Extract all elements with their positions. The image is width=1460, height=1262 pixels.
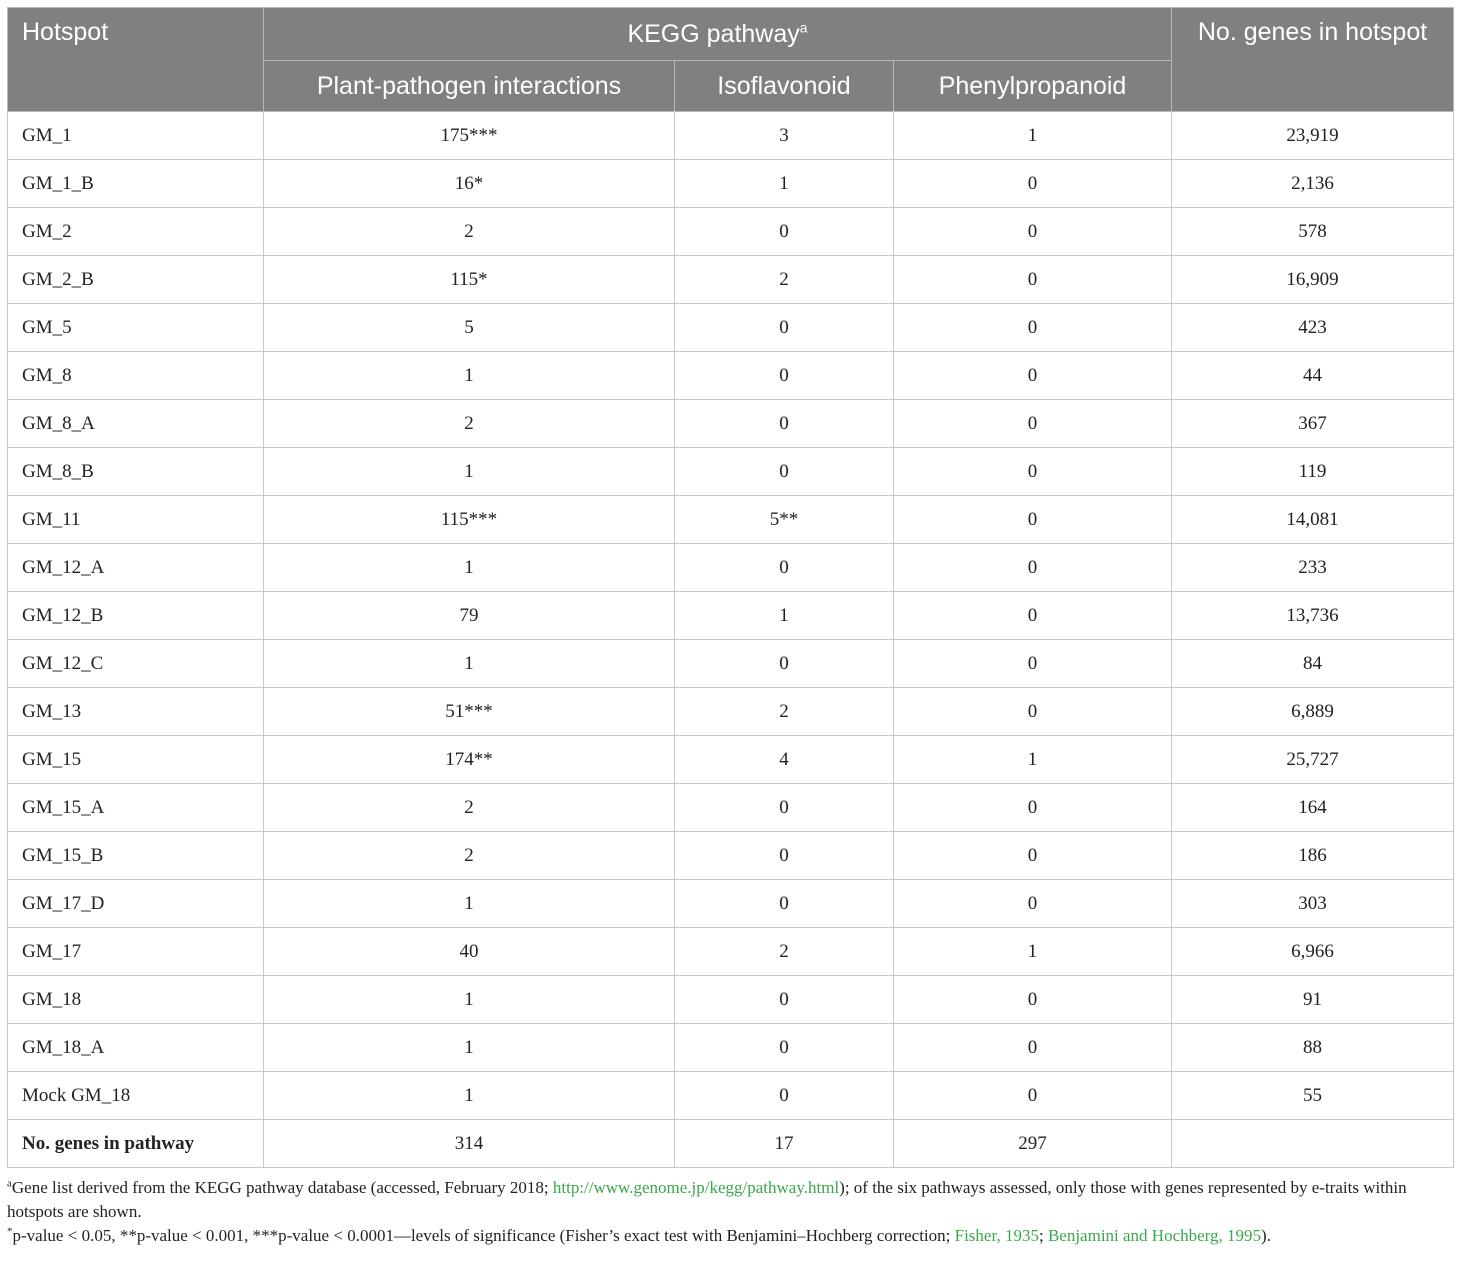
table-row: [8, 928, 1454, 976]
genes-in-hotspot-cell: 164: [1172, 784, 1454, 832]
table-row: [8, 880, 1454, 928]
hotspot-cell: GM_8_B: [8, 448, 264, 496]
total-phenylpropanoid: 297: [894, 1120, 1172, 1168]
genes-in-hotspot-cell: 2,136: [1172, 160, 1454, 208]
isoflavonoid-cell: 2: [675, 688, 894, 736]
table-row: [8, 304, 1454, 352]
table-row: [8, 544, 1454, 592]
hotspot-cell: Mock GM_18: [8, 1072, 264, 1120]
genes-in-hotspot-cell: 423: [1172, 304, 1454, 352]
hotspot-cell: GM_12_B: [8, 592, 264, 640]
plant-pathogen-cell: 79: [264, 592, 675, 640]
hotspot-cell: GM_1: [8, 112, 264, 160]
genes-in-hotspot-cell: 303: [1172, 880, 1454, 928]
header-kegg-pathway: [264, 8, 1172, 61]
hotspot-cell: GM_15_A: [8, 784, 264, 832]
isoflavonoid-cell: 0: [675, 1024, 894, 1072]
genes-in-hotspot-cell: 91: [1172, 976, 1454, 1024]
plant-pathogen-cell: 51***: [264, 688, 675, 736]
phenylpropanoid-cell: 0: [894, 880, 1172, 928]
hotspot-cell: GM_11: [8, 496, 264, 544]
isoflavonoid-cell: 5**: [675, 496, 894, 544]
table-row: [8, 784, 1454, 832]
hotspot-cell: GM_5: [8, 304, 264, 352]
phenylpropanoid-cell: 1: [894, 736, 1172, 784]
phenylpropanoid-cell: 1: [894, 112, 1172, 160]
phenylpropanoid-cell: 0: [894, 592, 1172, 640]
plant-pathogen-cell: 5: [264, 304, 675, 352]
genes-in-hotspot-cell: 88: [1172, 1024, 1454, 1072]
header-kegg-footnote-mark: a: [799, 19, 808, 36]
hotspot-cell: GM_1_B: [8, 160, 264, 208]
genes-in-hotspot-cell: 578: [1172, 208, 1454, 256]
hotspot-cell: GM_15: [8, 736, 264, 784]
plant-pathogen-cell: 2: [264, 832, 675, 880]
table-row: [8, 400, 1454, 448]
table-row: [8, 448, 1454, 496]
isoflavonoid-cell: 0: [675, 1072, 894, 1120]
hotspot-cell: GM_17: [8, 928, 264, 976]
isoflavonoid-cell: 3: [675, 112, 894, 160]
plant-pathogen-cell: 174**: [264, 736, 675, 784]
footnote-sig-mark: *: [7, 1225, 13, 1238]
plant-pathogen-cell: 2: [264, 784, 675, 832]
footnote-sig-separator: ;: [1038, 1226, 1048, 1245]
plant-pathogen-cell: 1: [264, 544, 675, 592]
footnote-significance: [7, 1224, 1453, 1248]
genes-in-hotspot-cell: 55: [1172, 1072, 1454, 1120]
phenylpropanoid-cell: 0: [894, 640, 1172, 688]
isoflavonoid-cell: 0: [675, 448, 894, 496]
total-genes-in-hotspot: [1172, 1120, 1454, 1168]
header-isoflavonoid: Isoflavonoid: [675, 61, 894, 112]
table-row: [8, 1072, 1454, 1120]
genes-in-hotspot-cell: 25,727: [1172, 736, 1454, 784]
table-row: [8, 976, 1454, 1024]
table-row: [8, 736, 1454, 784]
hotspot-cell: GM_12_C: [8, 640, 264, 688]
isoflavonoid-cell: 1: [675, 160, 894, 208]
isoflavonoid-cell: 0: [675, 400, 894, 448]
plant-pathogen-cell: 1: [264, 448, 675, 496]
isoflavonoid-cell: 0: [675, 304, 894, 352]
genes-in-hotspot-cell: 6,889: [1172, 688, 1454, 736]
isoflavonoid-cell: 0: [675, 976, 894, 1024]
table-row: [8, 496, 1454, 544]
isoflavonoid-cell: 2: [675, 256, 894, 304]
total-label: No. genes in pathway: [8, 1120, 264, 1168]
header-phenylpropanoid: Phenylpropanoid: [894, 61, 1172, 112]
header-plant-pathogen: Plant-pathogen interactions: [264, 61, 675, 112]
table-row: [8, 832, 1454, 880]
hotspot-cell: GM_17_D: [8, 880, 264, 928]
plant-pathogen-cell: 1: [264, 640, 675, 688]
hotspot-cell: GM_12_A: [8, 544, 264, 592]
kegg-link[interactable]: http://www.genome.jp/kegg/pathway.html: [552, 1178, 840, 1197]
hotspot-cell: GM_8_A: [8, 400, 264, 448]
genes-in-hotspot-cell: 13,736: [1172, 592, 1454, 640]
table-row: [8, 592, 1454, 640]
genes-in-hotspot-cell: 119: [1172, 448, 1454, 496]
isoflavonoid-cell: 0: [675, 640, 894, 688]
phenylpropanoid-cell: 0: [894, 1072, 1172, 1120]
phenylpropanoid-cell: 0: [894, 400, 1172, 448]
hotspot-cell: GM_2: [8, 208, 264, 256]
table-row: [8, 352, 1454, 400]
phenylpropanoid-cell: 0: [894, 304, 1172, 352]
plant-pathogen-cell: 115*: [264, 256, 675, 304]
hotspot-cell: GM_18_A: [8, 1024, 264, 1072]
hotspot-cell: GM_18: [8, 976, 264, 1024]
isoflavonoid-cell: 2: [675, 928, 894, 976]
header-kegg-label: KEGG pathway: [627, 19, 800, 48]
hotspot-table: [7, 7, 1454, 1168]
phenylpropanoid-cell: 0: [894, 352, 1172, 400]
phenylpropanoid-cell: 0: [894, 832, 1172, 880]
footnote-a-text-start: Gene list derived from the KEGG pathway database (accessed, February 2018;: [11, 1178, 553, 1197]
genes-in-hotspot-cell: 14,081: [1172, 496, 1454, 544]
isoflavonoid-cell: 0: [675, 832, 894, 880]
header-genes-in-hotspot: No. genes in hotspot: [1172, 8, 1454, 112]
table-row: [8, 688, 1454, 736]
footnote-a: [7, 1176, 1453, 1224]
phenylpropanoid-cell: 0: [894, 784, 1172, 832]
genes-in-hotspot-cell: 23,919: [1172, 112, 1454, 160]
isoflavonoid-cell: 0: [675, 784, 894, 832]
table-row: [8, 160, 1454, 208]
isoflavonoid-cell: 0: [675, 880, 894, 928]
footnote-sig-text-end: ).: [1261, 1226, 1271, 1245]
footnote-sig-text-start: p-value < 0.05, **p-value < 0.001, ***p-value < 0.0001—levels of significance (Fisher’s exact test with Benjamini–Hochberg correction;: [12, 1226, 955, 1245]
plant-pathogen-cell: 40: [264, 928, 675, 976]
table-row: [8, 208, 1454, 256]
total-isoflavonoid: 17: [675, 1120, 894, 1168]
ref-fisher-link[interactable]: Fisher, 1935: [954, 1226, 1039, 1245]
footnote-a-mark: a: [7, 1177, 12, 1190]
footnote-a-text-end: ); of the six pathways assessed, only those with genes represented by e-traits within hotspots are shown.: [7, 1178, 1407, 1221]
plant-pathogen-cell: 1: [264, 1024, 675, 1072]
phenylpropanoid-cell: 0: [894, 1024, 1172, 1072]
table-body: [8, 112, 1454, 1168]
plant-pathogen-cell: 2: [264, 400, 675, 448]
plant-pathogen-cell: 1: [264, 352, 675, 400]
plant-pathogen-cell: 1: [264, 880, 675, 928]
isoflavonoid-cell: 0: [675, 208, 894, 256]
hotspot-cell: GM_2_B: [8, 256, 264, 304]
hotspot-cell: GM_8: [8, 352, 264, 400]
genes-in-hotspot-cell: 16,909: [1172, 256, 1454, 304]
phenylpropanoid-cell: 0: [894, 544, 1172, 592]
genes-in-hotspot-cell: 6,966: [1172, 928, 1454, 976]
phenylpropanoid-cell: 0: [894, 256, 1172, 304]
table-footnotes: [7, 1176, 1453, 1248]
table-container: [7, 7, 1453, 1248]
phenylpropanoid-cell: 0: [894, 688, 1172, 736]
phenylpropanoid-cell: 1: [894, 928, 1172, 976]
table-row: [8, 256, 1454, 304]
phenylpropanoid-cell: 0: [894, 976, 1172, 1024]
plant-pathogen-cell: 1: [264, 976, 675, 1024]
hotspot-cell: GM_15_B: [8, 832, 264, 880]
genes-in-hotspot-cell: 367: [1172, 400, 1454, 448]
total-plant-pathogen: 314: [264, 1120, 675, 1168]
table-row: [8, 1024, 1454, 1072]
genes-in-hotspot-cell: 186: [1172, 832, 1454, 880]
hotspot-cell: GM_13: [8, 688, 264, 736]
plant-pathogen-cell: 2: [264, 208, 675, 256]
isoflavonoid-cell: 0: [675, 352, 894, 400]
genes-in-hotspot-cell: 233: [1172, 544, 1454, 592]
plant-pathogen-cell: 16*: [264, 160, 675, 208]
plant-pathogen-cell: 1: [264, 1072, 675, 1120]
phenylpropanoid-cell: 0: [894, 208, 1172, 256]
phenylpropanoid-cell: 0: [894, 448, 1172, 496]
table-row-total: [8, 1120, 1454, 1168]
table-header: [8, 8, 1454, 112]
plant-pathogen-cell: 175***: [264, 112, 675, 160]
genes-in-hotspot-cell: 84: [1172, 640, 1454, 688]
isoflavonoid-cell: 4: [675, 736, 894, 784]
plant-pathogen-cell: 115***: [264, 496, 675, 544]
header-hotspot: Hotspot: [8, 8, 264, 112]
isoflavonoid-cell: 1: [675, 592, 894, 640]
isoflavonoid-cell: 0: [675, 544, 894, 592]
ref-benjamini-link[interactable]: Benjamini and Hochberg, 1995: [1047, 1226, 1262, 1245]
table-row: [8, 640, 1454, 688]
genes-in-hotspot-cell: 44: [1172, 352, 1454, 400]
phenylpropanoid-cell: 0: [894, 160, 1172, 208]
phenylpropanoid-cell: 0: [894, 496, 1172, 544]
table-row: [8, 112, 1454, 160]
